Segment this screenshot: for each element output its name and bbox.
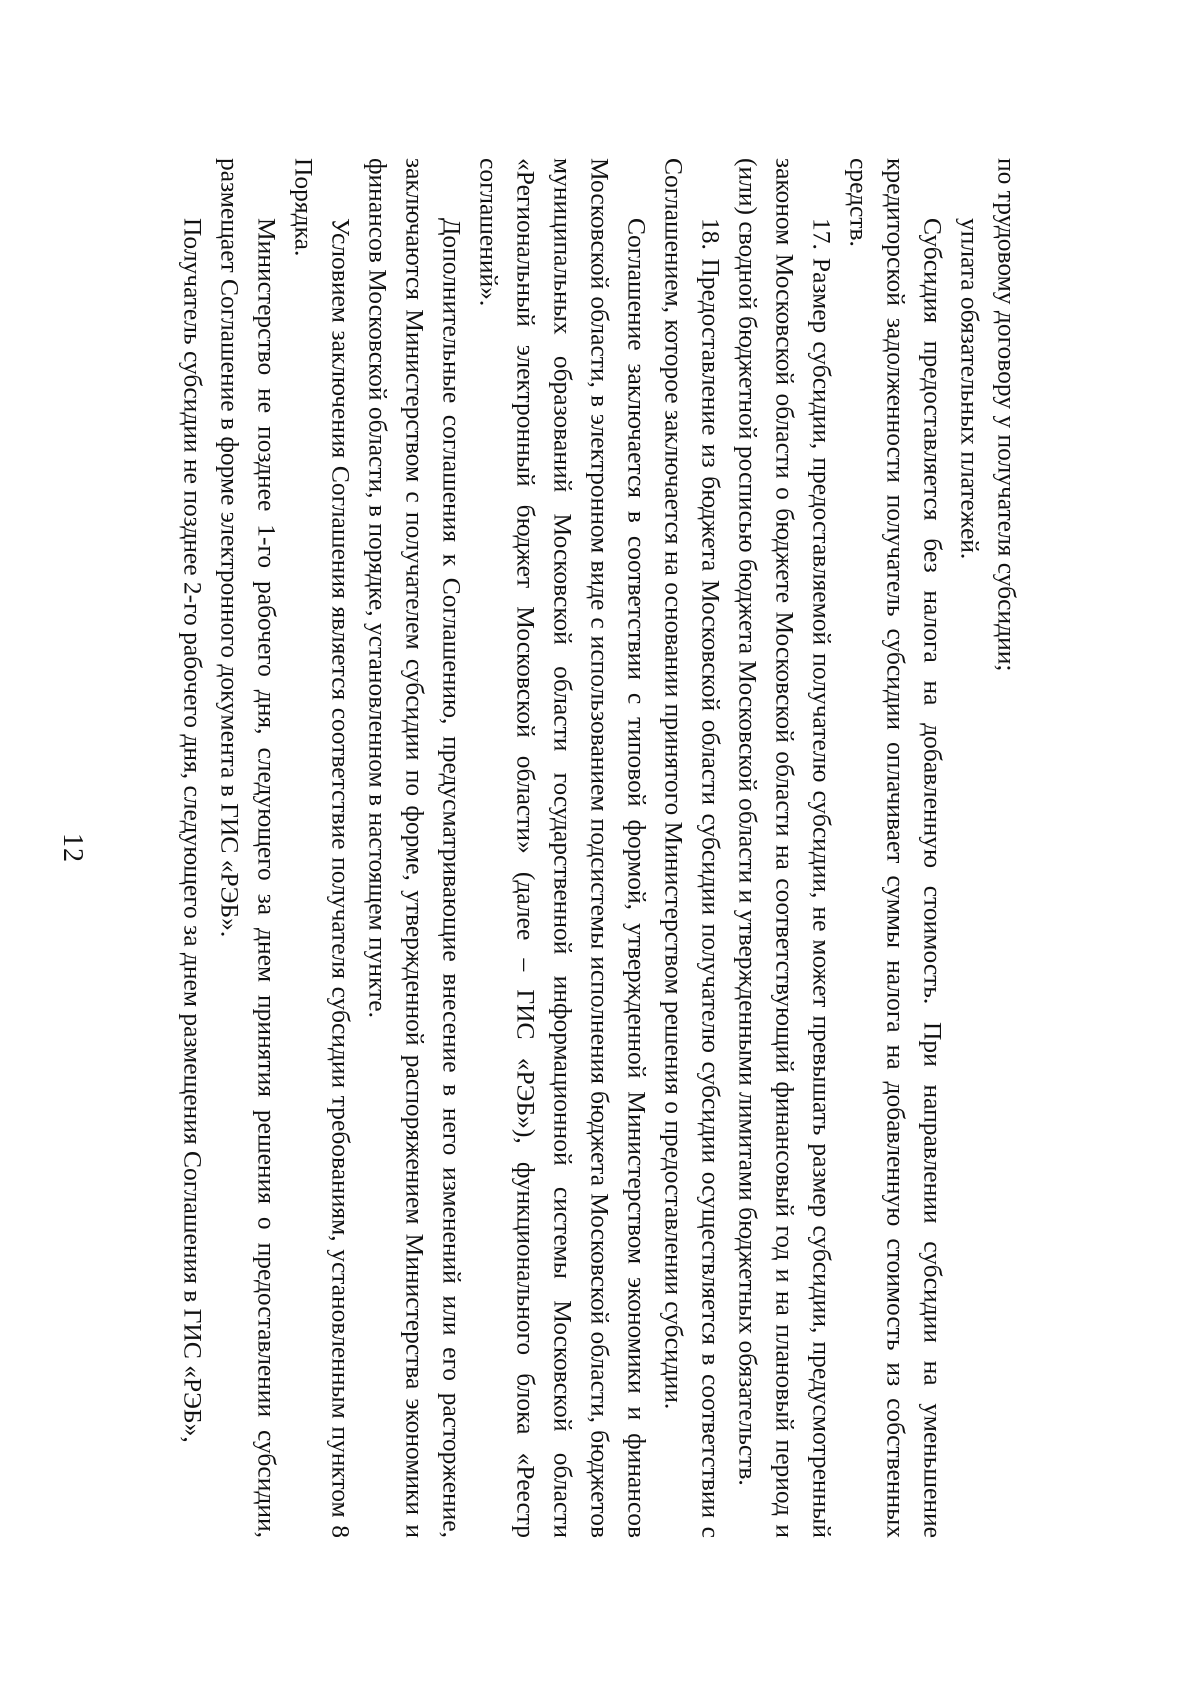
page-number: 12 xyxy=(57,833,88,863)
paragraph-4: 17. Размер субсидии, предоставляемой получателю субсидии, не может превышать размер субсидии, предусмотренный законом Московской области о бюджете Московской области на соответствующий финансовый год и на плановый период и (или) сводной бюджетной росписью бюджета Московской области и утвержденными лимитами бюджетных обязательств. xyxy=(733,158,837,1538)
paragraph-2: уплата обязательных платежей. xyxy=(955,218,985,560)
paragraph-8: Условием заключения Соглашения является соответствие получателя субсидии требованиям, установленным пунктом 8 Порядка. xyxy=(289,158,356,1538)
document-body xyxy=(175,158,1026,1538)
paragraph-7: Дополнительные соглашения к Соглашению, предусматривающие внесение в него изменений или его расторжение, заключаются Министерством с получателем субсидии по форме, утвержденной распоряжением Министерства экономики и финансов Московской области, в порядке, установленном в настоящем пункте. xyxy=(363,158,467,1538)
paragraph-10: Получатель субсидии не позднее 2-го рабочего дня, следующего за днем размещения Соглашения в ГИС «РЭБ», xyxy=(178,218,208,1443)
paragraph-6: Соглашение заключается в соответствии с типовой формой, утвержденной Министерством экономики и финансов Московской области, в электронном виде с использованием подсистемы исполнения бюджета Московской области, бюджетов муниципальных образований Московской области государственной информационной системы Московской области «Региональный электронный бюджет Московской области» (далее – ГИС «РЭБ»), функционального блока «Реестр соглашений». xyxy=(474,158,652,1538)
paragraph-1: по трудовому договору у получателя субсидии; xyxy=(992,158,1022,672)
paragraph-3: Субсидия предоставляется без налога на добавленную стоимость. При направлении субсидии на уменьшение кредиторской задолженности получатель субсидии оплачивает суммы налога на добавленную стоимость из собственных средств. xyxy=(844,158,948,1538)
paragraph-5: 18. Предоставление из бюджета Московской области субсидии получателю субсидии осуществляется в соответствии с Соглашением, которое заключается на основании принятого Министерством решения о предоставлении субсидии. xyxy=(659,158,726,1538)
paragraph-9: Министерство не позднее 1-го рабочего дня, следующего за днем принятия решения о предоставлении субсидии, размещает Соглашение в форме электронного документа в ГИС «РЭБ». xyxy=(215,158,282,1538)
